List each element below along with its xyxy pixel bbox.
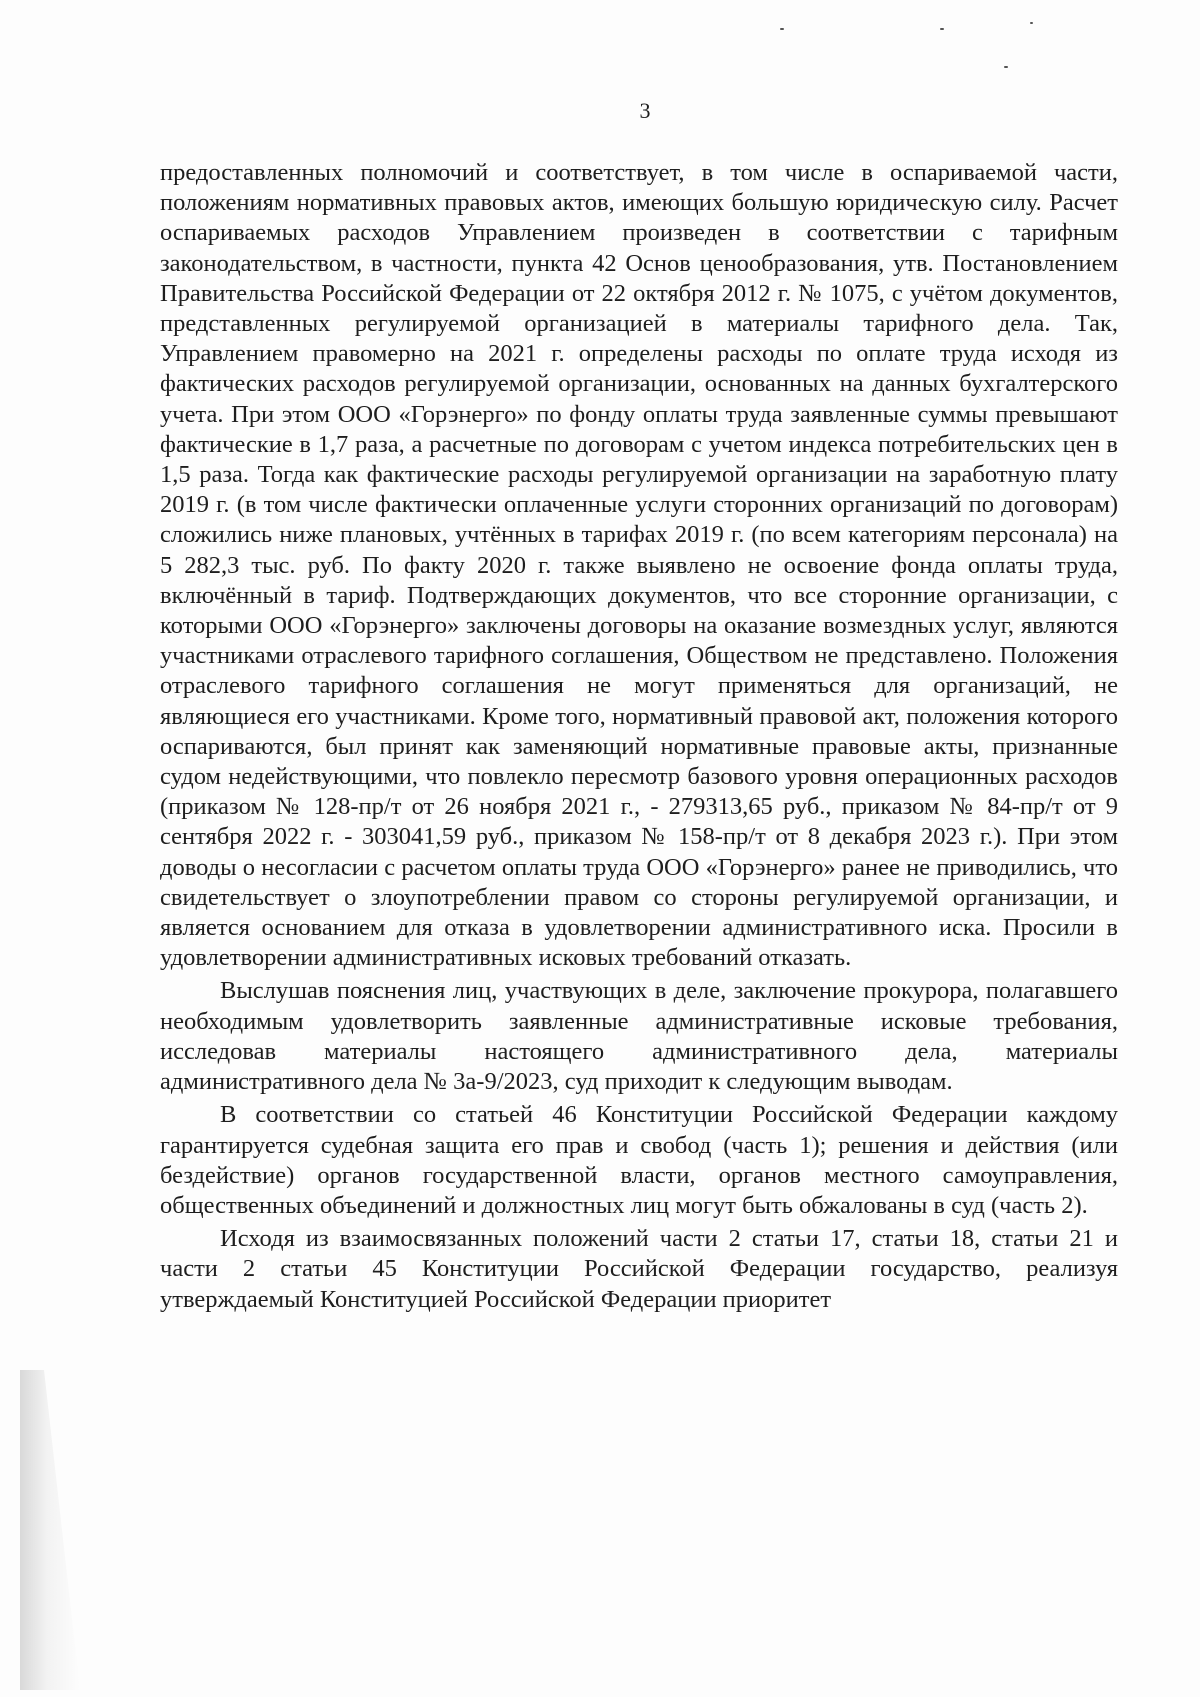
paragraph-3: В соответствии со статьей 46 Конституции Российской Федерации каждому гарантируется судебная защита его прав и свобод (часть 1); решения и действия (или бездействие) органов государственной власти, органов местного самоуправления, общественных объединений и должностных лиц могут быть обжалованы в суд (часть 2).	[160, 1101, 1118, 1219]
scan-speck	[780, 28, 784, 30]
document-body	[160, 158, 1118, 1315]
scan-speck	[1030, 22, 1033, 24]
page-number: 3	[639, 98, 651, 123]
paragraph-2: Выслушав пояснения лиц, участвующих в деле, заключение прокурора, полагавшего необходимым удовлетворить заявленные административные исковые требования, исследовав материалы настоящего административного дела, материалы административного дела № 3а-9/2023, суд приходит к следующим выводам.	[160, 977, 1118, 1096]
scan-speck	[940, 28, 944, 30]
scan-speck	[1004, 66, 1008, 68]
paragraph-1: предоставленных полномочий и соответствует, в том числе в оспариваемой части, положениям нормативных правовых актов, имеющих большую юридическую силу. Расчет оспариваемых расходов Управлением произведен в соответствии с тарифным законодательством, в частности, пункта 42 Основ ценообразования, утв. Постановлением Правительства Российской Федерации от 22 октября 2012 г. № 1075, с учётом документов, представленных регулируемой организацией в материалы тарифного дела. Так, Управлением правомерно на 2021 г. определены расходы по оплате труда исходя из фактических расходов регулируемой организации, основанных на данных бухгалтерского учета. При этом ООО «Горэнерго» по фонду оплаты труда заявленные суммы превышают фактические в 1,7 раза, а расчетные по договорам с учетом индекса потребительских цен в 1,5 раза. Тогда как фактические расходы регулируемой организации на заработную плату 2019 г. (в том числе фактически оплаченные услуги сторонних организаций по договорам) сложились ниже плановых, учтённых в тарифах 2019 г. (по всем категориям персонала) на 5 282,3 тыс. руб. По факту 2020 г. также выявлено не освоение фонда оплаты труда, включённый в тариф. Подтверждающих документов, что все сторонние организации, с которыми ООО «Горэнерго» заключены договоры на оказание возмездных услуг, являются участниками отраслевого тарифного соглашения, Обществом не представлено. Положения отраслевого тарифного соглашения не могут применяться для организаций, не являющиеся его участниками. Кроме того, нормативный правовой акт, положения которого оспариваются, был принят как заменяющий нормативные правовые акты, признанные судом недействующими, что повлекло пересмотр базового уровня операционных расходов (приказом № 128-пр/т от 26 ноября 2021 г., - 279313,65 руб., приказом № 84-пр/т от 9 сентября 2022 г. - 303041,59 руб., приказом № 158-пр/т от 8 декабря 2023 г.). При этом доводы о несогласии с расчетом оплаты труда ООО «Горэнерго» ранее не приводились, что свидетельствует о злоупотреблении правом со стороны регулируемой организации, и является основанием для отказа в удовлетворении административного иска. Просили в удовлетворении административных исковых требований отказать.	[160, 159, 1118, 972]
paragraph-4: Исходя из взаимосвязанных положений части 2 статьи 17, статьи 18, статьи 21 и части 2 статьи 45 Конституции Российской Федерации государство, реализуя утверждаемый Конституцией Российской Федерации приоритет	[160, 1225, 1118, 1313]
scan-shadow	[20, 1370, 80, 1690]
